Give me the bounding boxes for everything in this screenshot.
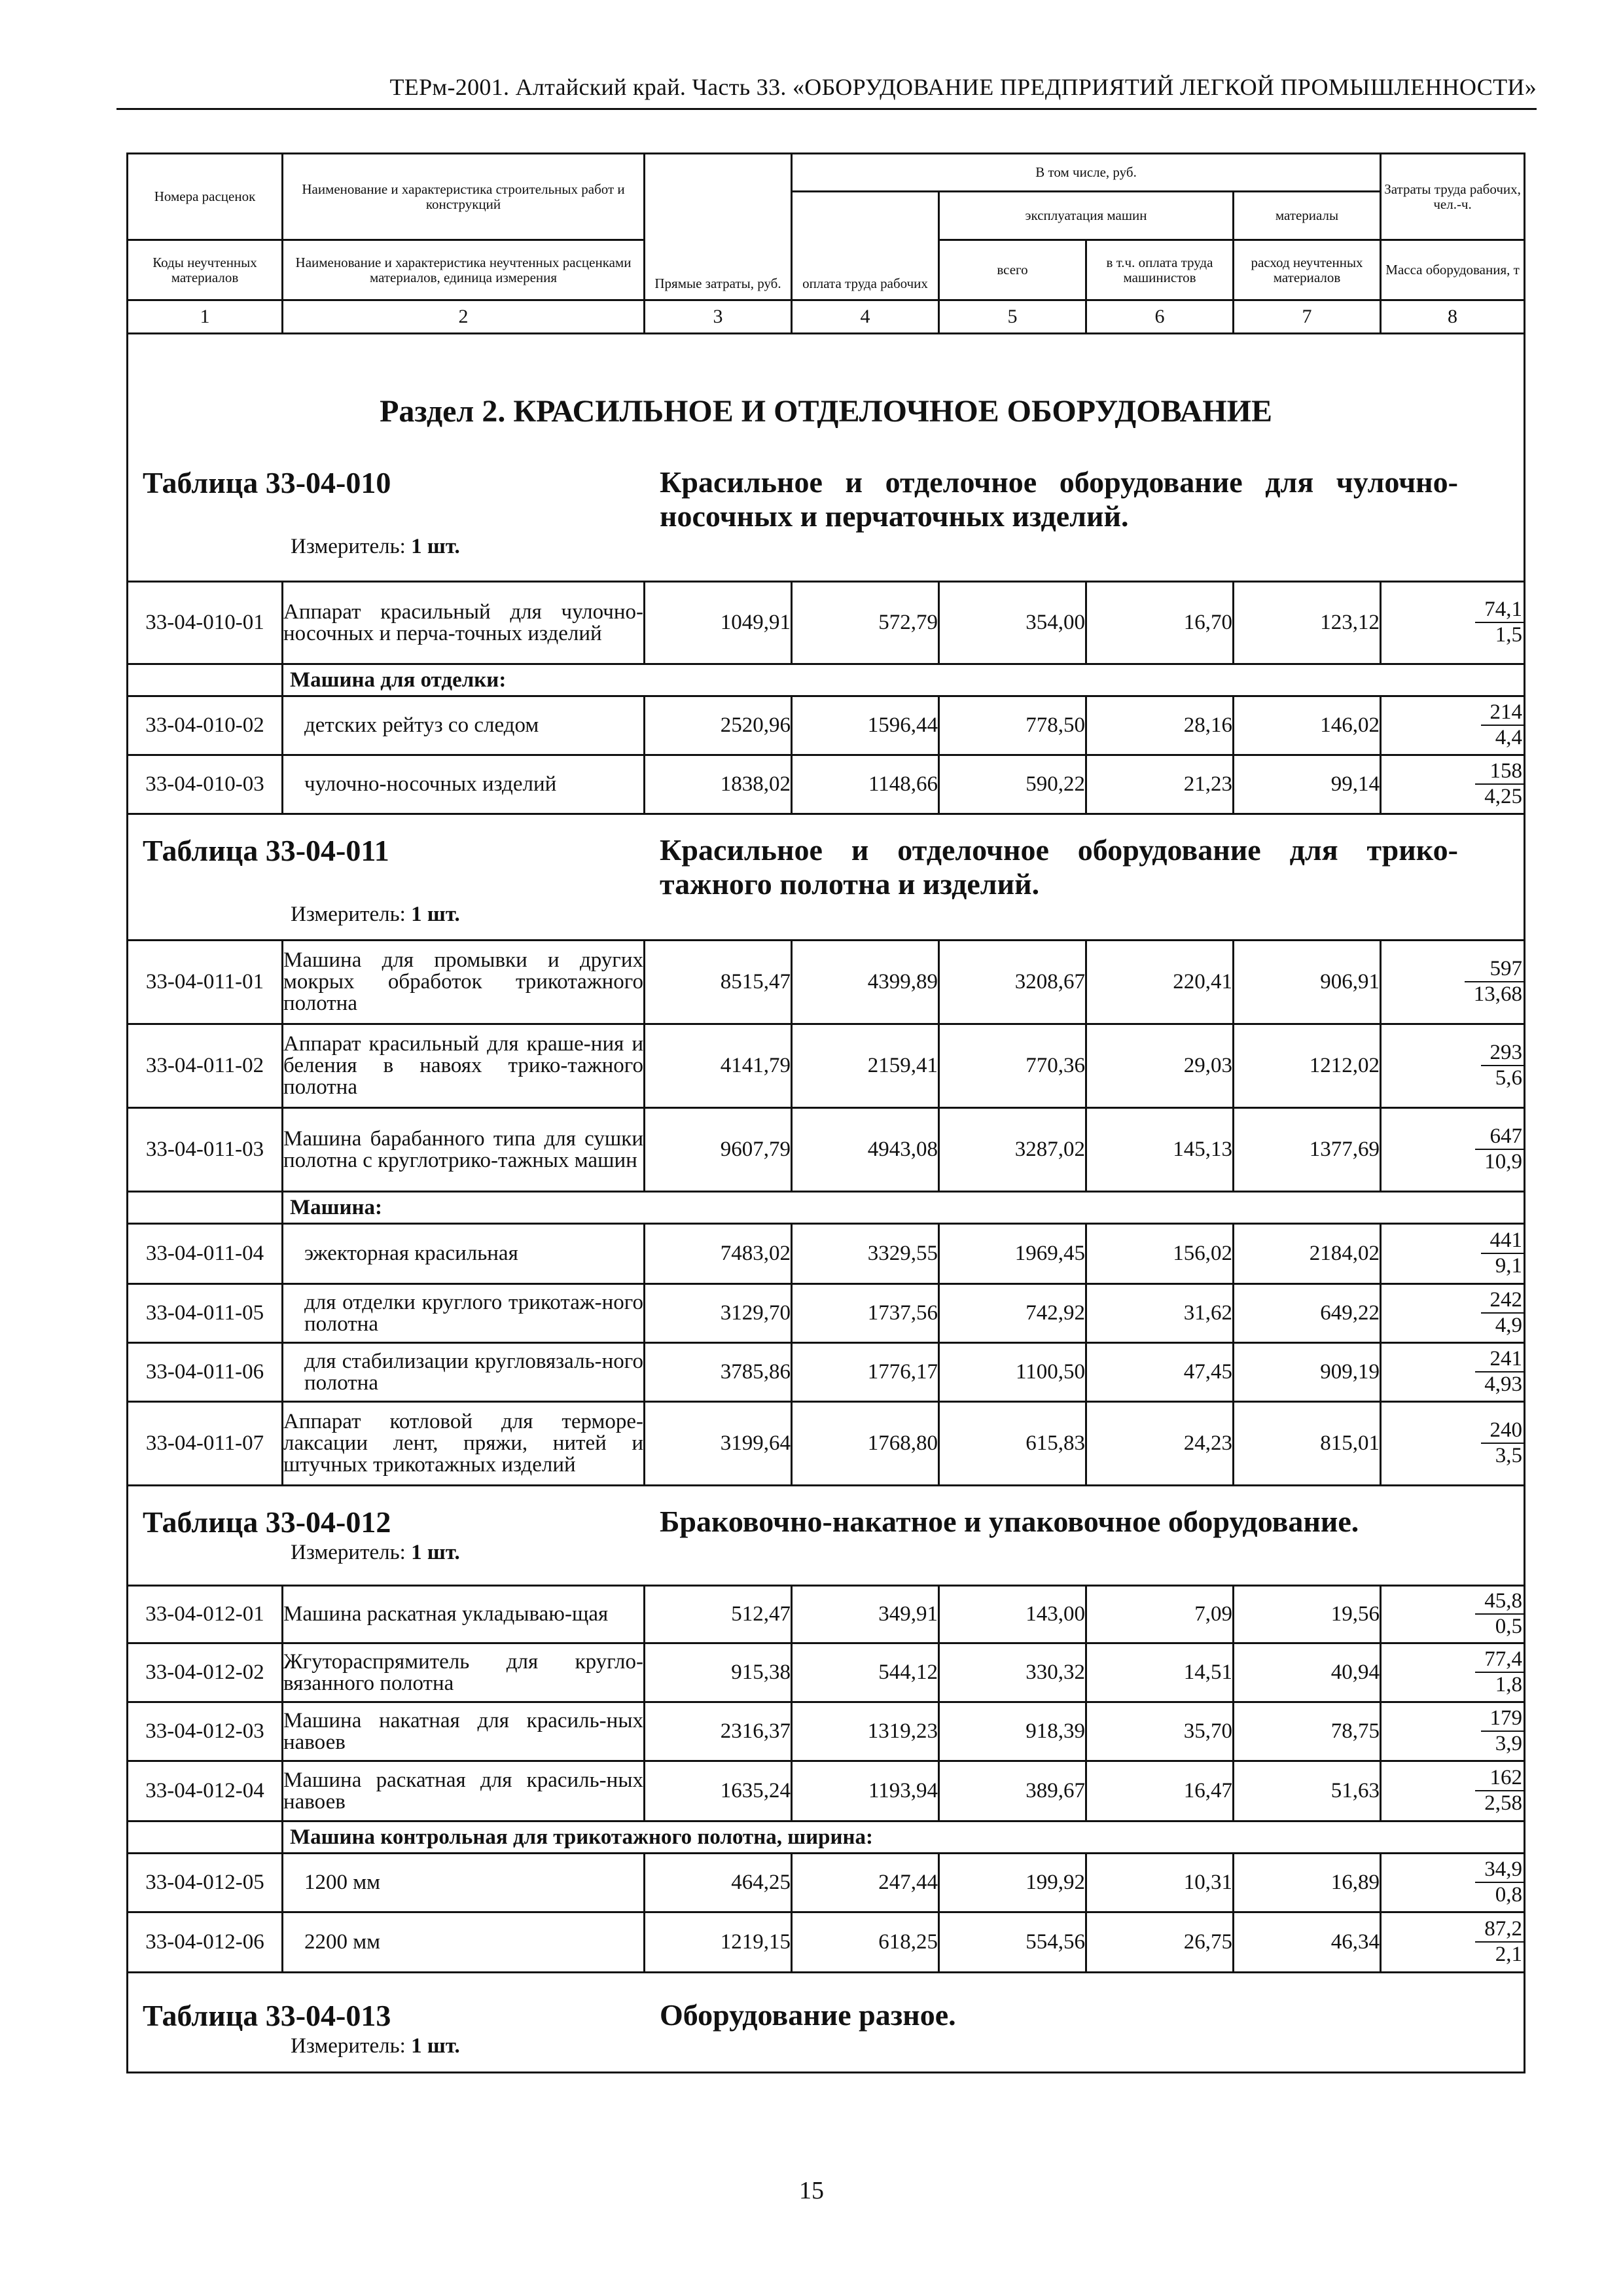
value-v7: 123,12 bbox=[1234, 582, 1381, 664]
value-v5: 354,00 bbox=[939, 582, 1086, 664]
col-incl: В том числе, руб. bbox=[792, 154, 1381, 192]
table-title: Красильное и отделочное оборудование для трико-тажного полотна и изделий. bbox=[660, 833, 1458, 901]
value-v7: 649,22 bbox=[1234, 1284, 1381, 1343]
col-number: 4 bbox=[792, 300, 939, 334]
labor-cost-value: 74,1 bbox=[1475, 599, 1524, 623]
value-v4: 572,79 bbox=[792, 582, 939, 664]
mass-value: 4,4 bbox=[1495, 725, 1523, 749]
col-number: 6 bbox=[1086, 300, 1234, 334]
value-v5: 1100,50 bbox=[939, 1343, 1086, 1402]
labor-mass bbox=[1381, 941, 1525, 1024]
rate-name: чулочно-носочных изделий bbox=[283, 755, 645, 814]
value-v7: 40,94 bbox=[1234, 1643, 1381, 1702]
labor-cost-value: 441 bbox=[1481, 1230, 1524, 1254]
labor-cost-value: 241 bbox=[1475, 1348, 1524, 1372]
col-number: 7 bbox=[1234, 300, 1381, 334]
col-incl-operators: в т.ч. оплата труда машинистов bbox=[1086, 240, 1234, 300]
rate-name: Машина для промывки и других мокрых обработок трикотажного полотна bbox=[283, 941, 645, 1024]
measurer-value: 1 шт. bbox=[411, 1541, 460, 1564]
value-v3: 1219,15 bbox=[645, 1912, 792, 1973]
value-v4: 1148,66 bbox=[792, 755, 939, 814]
measurer bbox=[128, 1539, 1524, 1566]
table-row bbox=[128, 1586, 1525, 1643]
labor-mass bbox=[1381, 1912, 1525, 1973]
table-row bbox=[128, 1108, 1525, 1192]
value-v6: 31,62 bbox=[1086, 1284, 1234, 1343]
subheading: Машина контрольная для трикотажного полотна, ширина: bbox=[283, 1821, 1525, 1854]
fraction bbox=[1481, 1420, 1524, 1467]
value-v6: 35,70 bbox=[1086, 1702, 1234, 1761]
labor-cost-value: 77,4 bbox=[1475, 1649, 1524, 1673]
col-materials: материалы bbox=[1234, 192, 1381, 240]
rate-name: детских рейтуз со следом bbox=[283, 696, 645, 755]
value-v7: 78,75 bbox=[1234, 1702, 1381, 1761]
col-mass: Масса оборудования, т bbox=[1381, 240, 1525, 300]
value-v4: 1768,80 bbox=[792, 1402, 939, 1486]
mass-value: 1,8 bbox=[1495, 1672, 1523, 1696]
value-v5: 1969,45 bbox=[939, 1224, 1086, 1284]
fraction bbox=[1475, 599, 1524, 646]
rate-name: Машина накатная для красиль-ных навоев bbox=[283, 1702, 645, 1761]
table-row bbox=[128, 1761, 1525, 1821]
column-numbers bbox=[128, 300, 1525, 334]
value-v5: 778,50 bbox=[939, 696, 1086, 755]
rate-code: 33-04-011-04 bbox=[128, 1224, 283, 1284]
table-row bbox=[128, 696, 1525, 755]
rate-name: Аппарат красильный для краше-ния и беления в навоях трико-тажного полотна bbox=[283, 1024, 645, 1108]
value-v5: 389,67 bbox=[939, 1761, 1086, 1821]
labor-cost-value: 597 bbox=[1465, 958, 1524, 982]
labor-cost-value: 240 bbox=[1481, 1420, 1524, 1444]
col-machines: эксплуатация машин bbox=[939, 192, 1234, 240]
page-number: 15 bbox=[799, 2177, 824, 2204]
fraction bbox=[1475, 1918, 1524, 1965]
rate-code: 33-04-012-01 bbox=[128, 1586, 283, 1643]
rates-table bbox=[126, 152, 1525, 2073]
measurer-value: 1 шт. bbox=[411, 903, 460, 926]
value-v3: 8515,47 bbox=[645, 941, 792, 1024]
value-v3: 2520,96 bbox=[645, 696, 792, 755]
value-v6: 26,75 bbox=[1086, 1912, 1234, 1973]
value-v7: 906,91 bbox=[1234, 941, 1381, 1024]
labor-mass bbox=[1381, 1108, 1525, 1192]
value-v5: 3208,67 bbox=[939, 941, 1086, 1024]
fraction bbox=[1481, 1230, 1524, 1277]
col-rate-numbers: Номера расценок bbox=[128, 154, 283, 240]
fraction bbox=[1481, 1708, 1524, 1755]
rate-name: 2200 мм bbox=[283, 1912, 645, 1973]
col-codes: Коды неучтенных материалов bbox=[128, 240, 283, 300]
subheading-row bbox=[128, 1821, 1525, 1854]
rate-code: 33-04-012-04 bbox=[128, 1761, 283, 1821]
table-heading-row bbox=[128, 1973, 1525, 2073]
rate-name: Машина раскатная для красиль-ных навоев bbox=[283, 1761, 645, 1821]
value-v5: 590,22 bbox=[939, 755, 1086, 814]
measurer-value: 1 шт. bbox=[411, 535, 460, 558]
value-v3: 1635,24 bbox=[645, 1761, 792, 1821]
table-body bbox=[128, 334, 1525, 2073]
labor-cost-value: 179 bbox=[1481, 1708, 1524, 1732]
fraction bbox=[1475, 1348, 1524, 1395]
mass-value: 3,5 bbox=[1495, 1443, 1523, 1467]
mass-value: 0,8 bbox=[1495, 1882, 1523, 1907]
mass-value: 10,9 bbox=[1484, 1149, 1523, 1174]
value-v4: 1193,94 bbox=[792, 1761, 939, 1821]
table-id: Таблица 33-04-010 bbox=[143, 466, 391, 499]
table-title: Оборудование разное. bbox=[660, 1998, 956, 2032]
rate-code: 33-04-010-03 bbox=[128, 755, 283, 814]
value-v3: 2316,37 bbox=[645, 1702, 792, 1761]
fraction bbox=[1475, 1859, 1524, 1906]
section-title: Раздел 2. КРАСИЛЬНОЕ И ОТДЕЛОЧНОЕ ОБОРУДОВАНИЕ bbox=[380, 394, 1272, 429]
labor-mass bbox=[1381, 1586, 1525, 1643]
value-v7: 815,01 bbox=[1234, 1402, 1381, 1486]
labor-cost-value: 647 bbox=[1475, 1126, 1524, 1150]
table-row bbox=[128, 1024, 1525, 1108]
value-v3: 1838,02 bbox=[645, 755, 792, 814]
value-v7: 51,63 bbox=[1234, 1761, 1381, 1821]
col-materials2: расход неучтенных материалов bbox=[1234, 240, 1381, 300]
value-v5: 143,00 bbox=[939, 1586, 1086, 1643]
labor-cost-value: 214 bbox=[1481, 702, 1524, 726]
labor-mass bbox=[1381, 1284, 1525, 1343]
value-v5: 742,92 bbox=[939, 1284, 1086, 1343]
labor-mass bbox=[1381, 1761, 1525, 1821]
value-v3: 1049,91 bbox=[645, 582, 792, 664]
value-v5: 330,32 bbox=[939, 1643, 1086, 1702]
value-v7: 19,56 bbox=[1234, 1586, 1381, 1643]
labor-mass bbox=[1381, 1343, 1525, 1402]
value-v6: 14,51 bbox=[1086, 1643, 1234, 1702]
table-title: Браковочно-накатное и упаковочное оборудование. bbox=[660, 1505, 1359, 1538]
mass-value: 3,9 bbox=[1495, 1731, 1523, 1755]
value-v3: 3199,64 bbox=[645, 1402, 792, 1486]
value-v4: 1737,56 bbox=[792, 1284, 939, 1343]
table-row bbox=[128, 582, 1525, 664]
table-heading-row bbox=[128, 1486, 1525, 1586]
table-id: Таблица 33-04-011 bbox=[143, 834, 389, 867]
value-v3: 7483,02 bbox=[645, 1224, 792, 1284]
table-header bbox=[128, 154, 1525, 334]
labor-cost-value: 158 bbox=[1475, 761, 1524, 785]
value-v3: 464,25 bbox=[645, 1854, 792, 1912]
rate-code: 33-04-012-03 bbox=[128, 1702, 283, 1761]
measurer bbox=[128, 2033, 1524, 2059]
fraction bbox=[1475, 761, 1524, 808]
fraction bbox=[1475, 1126, 1524, 1173]
labor-mass bbox=[1381, 1402, 1525, 1486]
value-v6: 220,41 bbox=[1086, 941, 1234, 1024]
subheading-row bbox=[128, 664, 1525, 696]
subheading-row bbox=[128, 1192, 1525, 1224]
labor-mass bbox=[1381, 696, 1525, 755]
value-v5: 918,39 bbox=[939, 1702, 1086, 1761]
table-row bbox=[128, 755, 1525, 814]
labor-mass bbox=[1381, 582, 1525, 664]
fraction bbox=[1475, 1590, 1524, 1638]
value-v4: 3329,55 bbox=[792, 1224, 939, 1284]
rate-name: Аппарат котловой для терморе-лаксации лент, пряжи, нитей и штучных трикотажных изделий bbox=[283, 1402, 645, 1486]
value-v3: 4141,79 bbox=[645, 1024, 792, 1108]
fraction bbox=[1481, 1289, 1524, 1336]
rate-name: для отделки круглого трикотаж-ного полотна bbox=[283, 1284, 645, 1343]
labor-mass bbox=[1381, 1702, 1525, 1761]
mass-value: 2,1 bbox=[1495, 1942, 1523, 1966]
table-title: Красильное и отделочное оборудование для чулочно-носочных и перчаточных изделий. bbox=[660, 465, 1458, 533]
value-v7: 16,89 bbox=[1234, 1854, 1381, 1912]
table-row bbox=[128, 1402, 1525, 1486]
table-row bbox=[128, 1343, 1525, 1402]
empty-cell bbox=[128, 664, 283, 696]
table-row bbox=[128, 941, 1525, 1024]
labor-cost-value: 293 bbox=[1481, 1042, 1524, 1066]
table-id: Таблица 33-04-013 bbox=[143, 1999, 391, 2032]
value-v6: 7,09 bbox=[1086, 1586, 1234, 1643]
value-v5: 554,56 bbox=[939, 1912, 1086, 1973]
empty-cell bbox=[128, 1821, 283, 1854]
value-v6: 145,13 bbox=[1086, 1108, 1234, 1192]
table-row bbox=[128, 1284, 1525, 1343]
rate-name: Машина раскатная укладываю-щая bbox=[283, 1586, 645, 1643]
value-v3: 915,38 bbox=[645, 1643, 792, 1702]
measurer bbox=[128, 901, 1524, 927]
value-v7: 146,02 bbox=[1234, 696, 1381, 755]
labor-mass bbox=[1381, 1854, 1525, 1912]
value-v5: 3287,02 bbox=[939, 1108, 1086, 1192]
table-row bbox=[128, 1224, 1525, 1284]
table-row bbox=[128, 1702, 1525, 1761]
rate-code: 33-04-011-07 bbox=[128, 1402, 283, 1486]
table-row bbox=[128, 1854, 1525, 1912]
value-v6: 156,02 bbox=[1086, 1224, 1234, 1284]
mass-value: 4,93 bbox=[1484, 1372, 1523, 1396]
table-row bbox=[128, 1912, 1525, 1973]
labor-cost-value: 45,8 bbox=[1475, 1590, 1524, 1615]
value-v7: 46,34 bbox=[1234, 1912, 1381, 1973]
rate-name: эжекторная красильная bbox=[283, 1224, 645, 1284]
table-row bbox=[128, 1643, 1525, 1702]
value-v7: 2184,02 bbox=[1234, 1224, 1381, 1284]
value-v3: 3785,86 bbox=[645, 1343, 792, 1402]
value-v7: 1212,02 bbox=[1234, 1024, 1381, 1108]
rate-code: 33-04-011-01 bbox=[128, 941, 283, 1024]
subheading: Машина для отделки: bbox=[283, 664, 1525, 696]
value-v5: 199,92 bbox=[939, 1854, 1086, 1912]
fraction bbox=[1481, 1042, 1524, 1089]
value-v6: 10,31 bbox=[1086, 1854, 1234, 1912]
labor-mass bbox=[1381, 1024, 1525, 1108]
fraction bbox=[1481, 702, 1524, 749]
value-v4: 1776,17 bbox=[792, 1343, 939, 1402]
value-v3: 512,47 bbox=[645, 1586, 792, 1643]
col-direct: Прямые затраты, руб. bbox=[645, 154, 792, 300]
measurer-label: Измеритель: bbox=[291, 535, 406, 558]
labor-mass bbox=[1381, 1224, 1525, 1284]
rate-name: для стабилизации кругловязаль-ного полотна bbox=[283, 1343, 645, 1402]
empty-cell bbox=[128, 1192, 283, 1224]
value-v4: 618,25 bbox=[792, 1912, 939, 1973]
subheading: Машина: bbox=[283, 1192, 1525, 1224]
value-v6: 28,16 bbox=[1086, 696, 1234, 755]
value-v4: 1596,44 bbox=[792, 696, 939, 755]
labor-cost-value: 242 bbox=[1481, 1289, 1524, 1314]
value-v6: 16,70 bbox=[1086, 582, 1234, 664]
table-heading-row bbox=[128, 814, 1525, 941]
value-v4: 4399,89 bbox=[792, 941, 939, 1024]
fraction bbox=[1475, 1649, 1524, 1696]
mass-value: 13,68 bbox=[1473, 982, 1523, 1006]
rate-code: 33-04-011-02 bbox=[128, 1024, 283, 1108]
labor-cost-value: 34,9 bbox=[1475, 1859, 1524, 1883]
col-labor-cost: Затраты труда рабочих, чел.-ч. bbox=[1381, 154, 1525, 240]
table-heading bbox=[128, 1973, 1524, 2033]
measurer-label: Измеритель: bbox=[291, 2034, 406, 2058]
col-machines-total: всего bbox=[939, 240, 1086, 300]
col-number: 5 bbox=[939, 300, 1086, 334]
value-v6: 29,03 bbox=[1086, 1024, 1234, 1108]
mass-value: 9,1 bbox=[1495, 1253, 1523, 1278]
measurer-label: Измеритель: bbox=[291, 903, 406, 926]
mass-value: 5,6 bbox=[1495, 1066, 1523, 1090]
value-v6: 21,23 bbox=[1086, 755, 1234, 814]
rate-code: 33-04-012-05 bbox=[128, 1854, 283, 1912]
col-number: 8 bbox=[1381, 300, 1525, 334]
value-v3: 3129,70 bbox=[645, 1284, 792, 1343]
value-v6: 24,23 bbox=[1086, 1402, 1234, 1486]
rate-name: Машина барабанного типа для сушки полотна с круглотрико-тажных машин bbox=[283, 1108, 645, 1192]
labor-cost-value: 162 bbox=[1475, 1767, 1524, 1791]
table-id: Таблица 33-04-012 bbox=[143, 1505, 391, 1539]
table-heading bbox=[128, 1486, 1524, 1539]
col-name2: Наименование и характеристика неучтенных расценками материалов, единица измерения bbox=[283, 240, 645, 300]
rate-code: 33-04-012-02 bbox=[128, 1643, 283, 1702]
value-v6: 16,47 bbox=[1086, 1761, 1234, 1821]
rate-code: 33-04-010-01 bbox=[128, 582, 283, 664]
rate-name: 1200 мм bbox=[283, 1854, 645, 1912]
col-name: Наименование и характеристика строительных работ и конструкций bbox=[283, 154, 645, 240]
value-v6: 47,45 bbox=[1086, 1343, 1234, 1402]
value-v5: 770,36 bbox=[939, 1024, 1086, 1108]
measurer bbox=[128, 533, 1524, 560]
value-v5: 615,83 bbox=[939, 1402, 1086, 1486]
table-heading bbox=[128, 465, 1524, 533]
col-number: 2 bbox=[283, 300, 645, 334]
running-header: ТЕРм-2001. Алтайский край. Часть 33. «ОБОРУДОВАНИЕ ПРЕДПРИЯТИЙ ЛЕГКОЙ ПРОМЫШЛЕННОСТИ» bbox=[116, 71, 1537, 110]
rate-code: 33-04-011-06 bbox=[128, 1343, 283, 1402]
mass-value: 4,9 bbox=[1495, 1313, 1523, 1337]
rate-code: 33-04-012-06 bbox=[128, 1912, 283, 1973]
value-v4: 247,44 bbox=[792, 1854, 939, 1912]
measurer-value: 1 шт. bbox=[411, 2034, 460, 2058]
col-labor-pay: оплата труда рабочих bbox=[792, 192, 939, 300]
fraction bbox=[1475, 1767, 1524, 1814]
value-v4: 1319,23 bbox=[792, 1702, 939, 1761]
table-heading-row bbox=[128, 465, 1525, 582]
value-v4: 2159,41 bbox=[792, 1024, 939, 1108]
fraction bbox=[1465, 958, 1524, 1005]
mass-value: 4,25 bbox=[1484, 784, 1523, 808]
table-heading bbox=[128, 815, 1524, 901]
labor-mass bbox=[1381, 755, 1525, 814]
value-v7: 99,14 bbox=[1234, 755, 1381, 814]
measurer-label: Измеритель: bbox=[291, 1541, 406, 1564]
mass-value: 1,5 bbox=[1495, 622, 1523, 647]
rate-code: 33-04-010-02 bbox=[128, 696, 283, 755]
col-number: 1 bbox=[128, 300, 283, 334]
labor-mass bbox=[1381, 1643, 1525, 1702]
mass-value: 0,5 bbox=[1495, 1614, 1523, 1638]
value-v4: 349,91 bbox=[792, 1586, 939, 1643]
labor-cost-value: 87,2 bbox=[1475, 1918, 1524, 1943]
value-v7: 1377,69 bbox=[1234, 1108, 1381, 1192]
rate-code: 33-04-011-05 bbox=[128, 1284, 283, 1343]
rate-name: Жгутораспрямитель для кругло-вязанного полотна bbox=[283, 1643, 645, 1702]
col-number: 3 bbox=[645, 300, 792, 334]
value-v4: 544,12 bbox=[792, 1643, 939, 1702]
value-v3: 9607,79 bbox=[645, 1108, 792, 1192]
mass-value: 2,58 bbox=[1484, 1791, 1523, 1815]
value-v7: 909,19 bbox=[1234, 1343, 1381, 1402]
value-v4: 4943,08 bbox=[792, 1108, 939, 1192]
rate-name: Аппарат красильный для чулочно-носочных и перча-точных изделий bbox=[283, 582, 645, 664]
rate-code: 33-04-011-03 bbox=[128, 1108, 283, 1192]
